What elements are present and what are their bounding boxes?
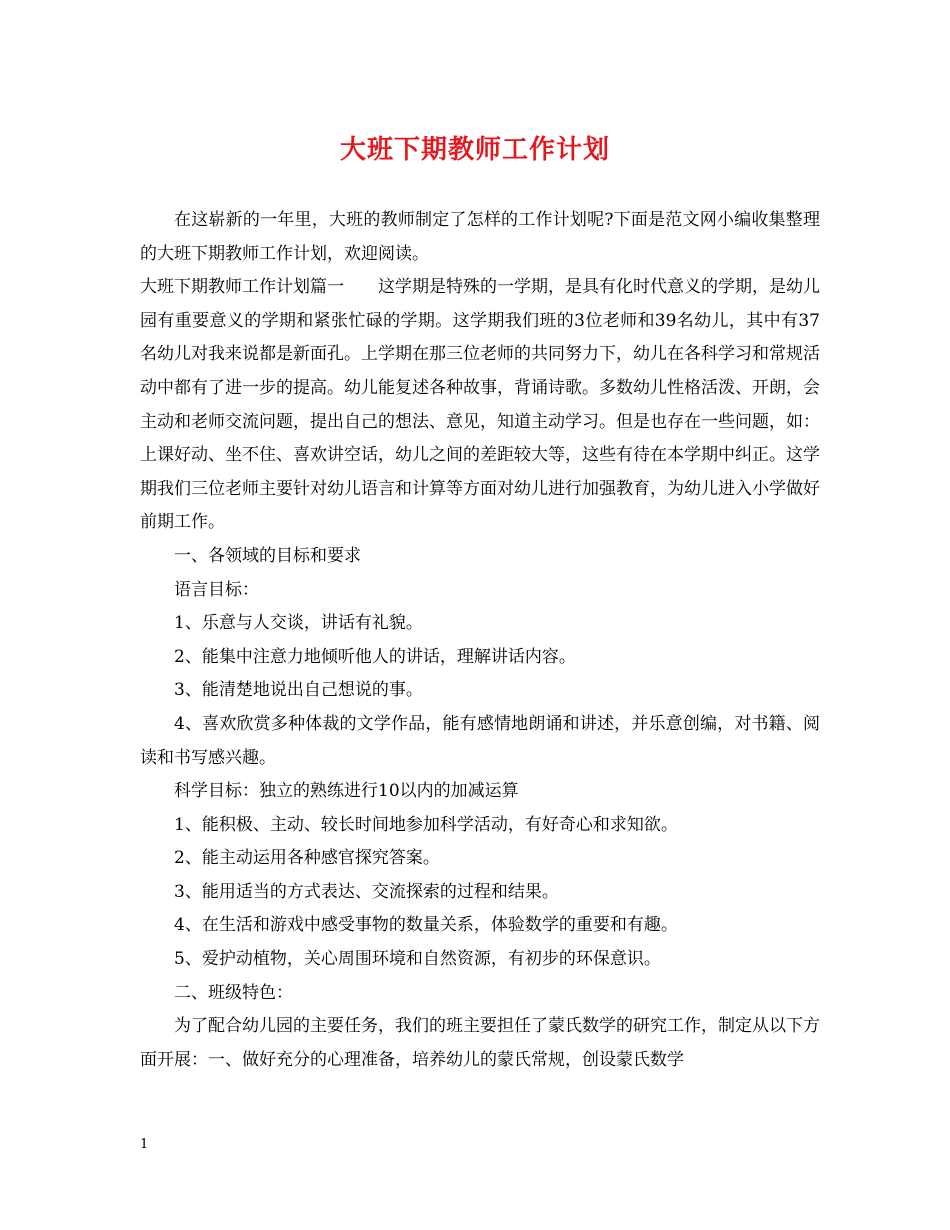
science-goals-heading: 科学目标：独立的熟练进行10以内的加减运算 bbox=[174, 781, 519, 802]
list-item: 3、能用适当的方式表达、交流探索的过程和结果。 bbox=[174, 881, 559, 902]
list-item: 2、能主动运用各种感官探究答案。 bbox=[174, 848, 440, 869]
list-item: 4、在生活和游戏中感受事物的数量关系，体验数学的重要和有趣。 bbox=[174, 915, 678, 936]
list-item: 5、爱护动植物，关心周围环境和自然资源，有初步的环保意识。 bbox=[174, 949, 661, 970]
list-item: 3、能清楚地说出自己想说的事。 bbox=[174, 680, 423, 701]
plan-overview-paragraph: 大班下期教师工作计划篇一 这学期是特殊的一学期，是具有化时代意义的学期，是幼儿园有重要意义的学期和紧张忙碌的学期。这学期我们班的3位老师和39名幼儿，其中有37名幼儿对我来说都是新面孔。上学期在那三位老师的共同努力下，幼儿在各科学习和常规活动中都有了进一步的提高。幼儿能复述各种故事，背诵诗歌。多数幼儿性格活泼、开朗，会主动和老师交流问题，提出自己的想法、意见，知道主动学习。但是也存在一些问题，如：上课好动、坐不住、喜欢讲空话，幼儿之间的差距较大等，这些有待在本学期中纠正。这学期我们三位老师主要针对幼儿语言和计算等方面对幼儿进行加强教育，为幼儿进入小学做好前期工作。 bbox=[140, 277, 820, 533]
document-title: 大班下期教师工作计划 bbox=[339, 135, 610, 165]
language-goals-heading: 语言目标： bbox=[174, 579, 259, 600]
page-number: 1 bbox=[140, 1137, 149, 1152]
document-body bbox=[140, 204, 820, 1077]
section-heading-class-features: 二、班级特色： bbox=[174, 982, 293, 1003]
section-heading-goals: 一、各领域的目标和要求 bbox=[174, 545, 361, 566]
list-item: 1、乐意与人交谈，讲话有礼貌。 bbox=[174, 613, 423, 634]
list-item: 2、能集中注意力地倾听他人的讲话，理解讲话内容。 bbox=[174, 646, 576, 667]
list-item: 4、喜欢欣赏多种体裁的文学作品，能有感情地朗诵和讲述，并乐意创编，对书籍、阅读和书写感兴趣。 bbox=[140, 713, 820, 768]
class-features-paragraph: 为了配合幼儿园的主要任务，我们的班主要担任了蒙氏数学的研究工作，制定从以下方面开展：一、做好充分的心理准备，培养幼儿的蒙氏常规，创设蒙氏数学 bbox=[140, 1016, 820, 1070]
list-item: 1、能积极、主动、较长时间地参加科学活动，有好奇心和求知欲。 bbox=[174, 814, 678, 835]
intro-paragraph: 在这崭新的一年里，大班的教师制定了怎样的工作计划呢?下面是范文网小编收集整理的大班下期教师工作计划，欢迎阅读。 bbox=[140, 210, 820, 264]
